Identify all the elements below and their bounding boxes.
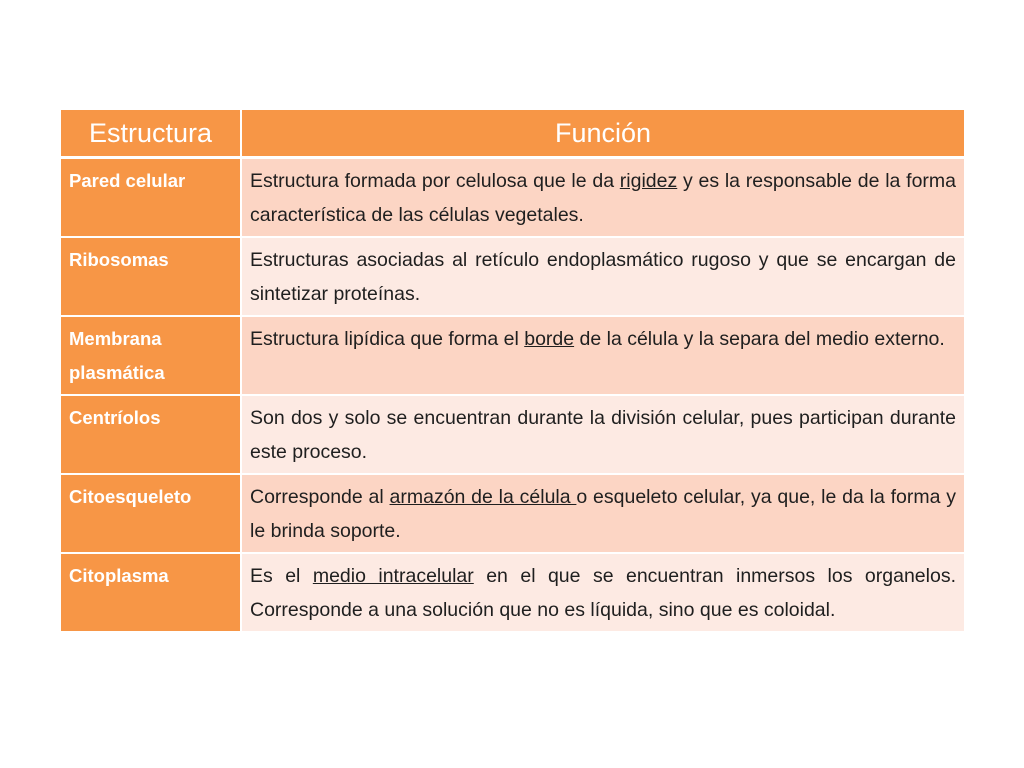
function-text: Estructura lipídica que forma el	[250, 328, 525, 350]
function-text: de la célula y la separa del medio externo.	[574, 328, 945, 350]
underlined-term: medio intracelular	[312, 565, 474, 587]
structure-function-table	[61, 110, 964, 631]
function-text: Estructura formada por celulosa que le da	[250, 170, 620, 192]
table-header-row	[61, 110, 964, 159]
structure-function	[242, 159, 964, 238]
underlined-term: armazón de la célula	[389, 486, 577, 508]
table-row	[61, 475, 964, 554]
header-estructura: Estructura	[61, 110, 242, 159]
function-text: Es el	[250, 565, 313, 587]
structure-name: Centríolos	[61, 396, 242, 475]
underlined-term: rigidez	[619, 170, 678, 192]
structure-name: Membrana plasmática	[61, 317, 242, 396]
underlined-term: borde	[524, 328, 575, 350]
table-row	[61, 238, 964, 317]
structure-function	[242, 317, 964, 396]
structure-function	[242, 475, 964, 554]
structure-function	[242, 396, 964, 475]
table-row	[61, 554, 964, 631]
function-text: Estructuras asociadas al retículo endoplasmático rugoso y que se encargan de sintetizar proteínas.	[250, 249, 956, 305]
structure-name: Pared celular	[61, 159, 242, 238]
function-text: o esqueleto celular, ya que, le da la forma y le brinda soporte.	[250, 486, 956, 542]
structure-function	[242, 238, 964, 317]
function-text: en el que se encuentran inmersos los organelos. Corresponde a una solución que no es líquida, sino que es coloidal.	[250, 565, 956, 621]
table-row	[61, 396, 964, 475]
function-text: y es la responsable de la forma característica de las células vegetales.	[250, 170, 956, 226]
structure-name: Citoplasma	[61, 554, 242, 631]
table-row	[61, 159, 964, 238]
structure-name: Ribosomas	[61, 238, 242, 317]
header-funcion: Función	[242, 110, 964, 159]
structure-name: Citoesqueleto	[61, 475, 242, 554]
function-text: Corresponde al	[250, 486, 390, 508]
structure-function	[242, 554, 964, 631]
table-row	[61, 317, 964, 396]
function-text: Son dos y solo se encuentran durante la división celular, pues participan durante este proceso.	[250, 407, 956, 463]
